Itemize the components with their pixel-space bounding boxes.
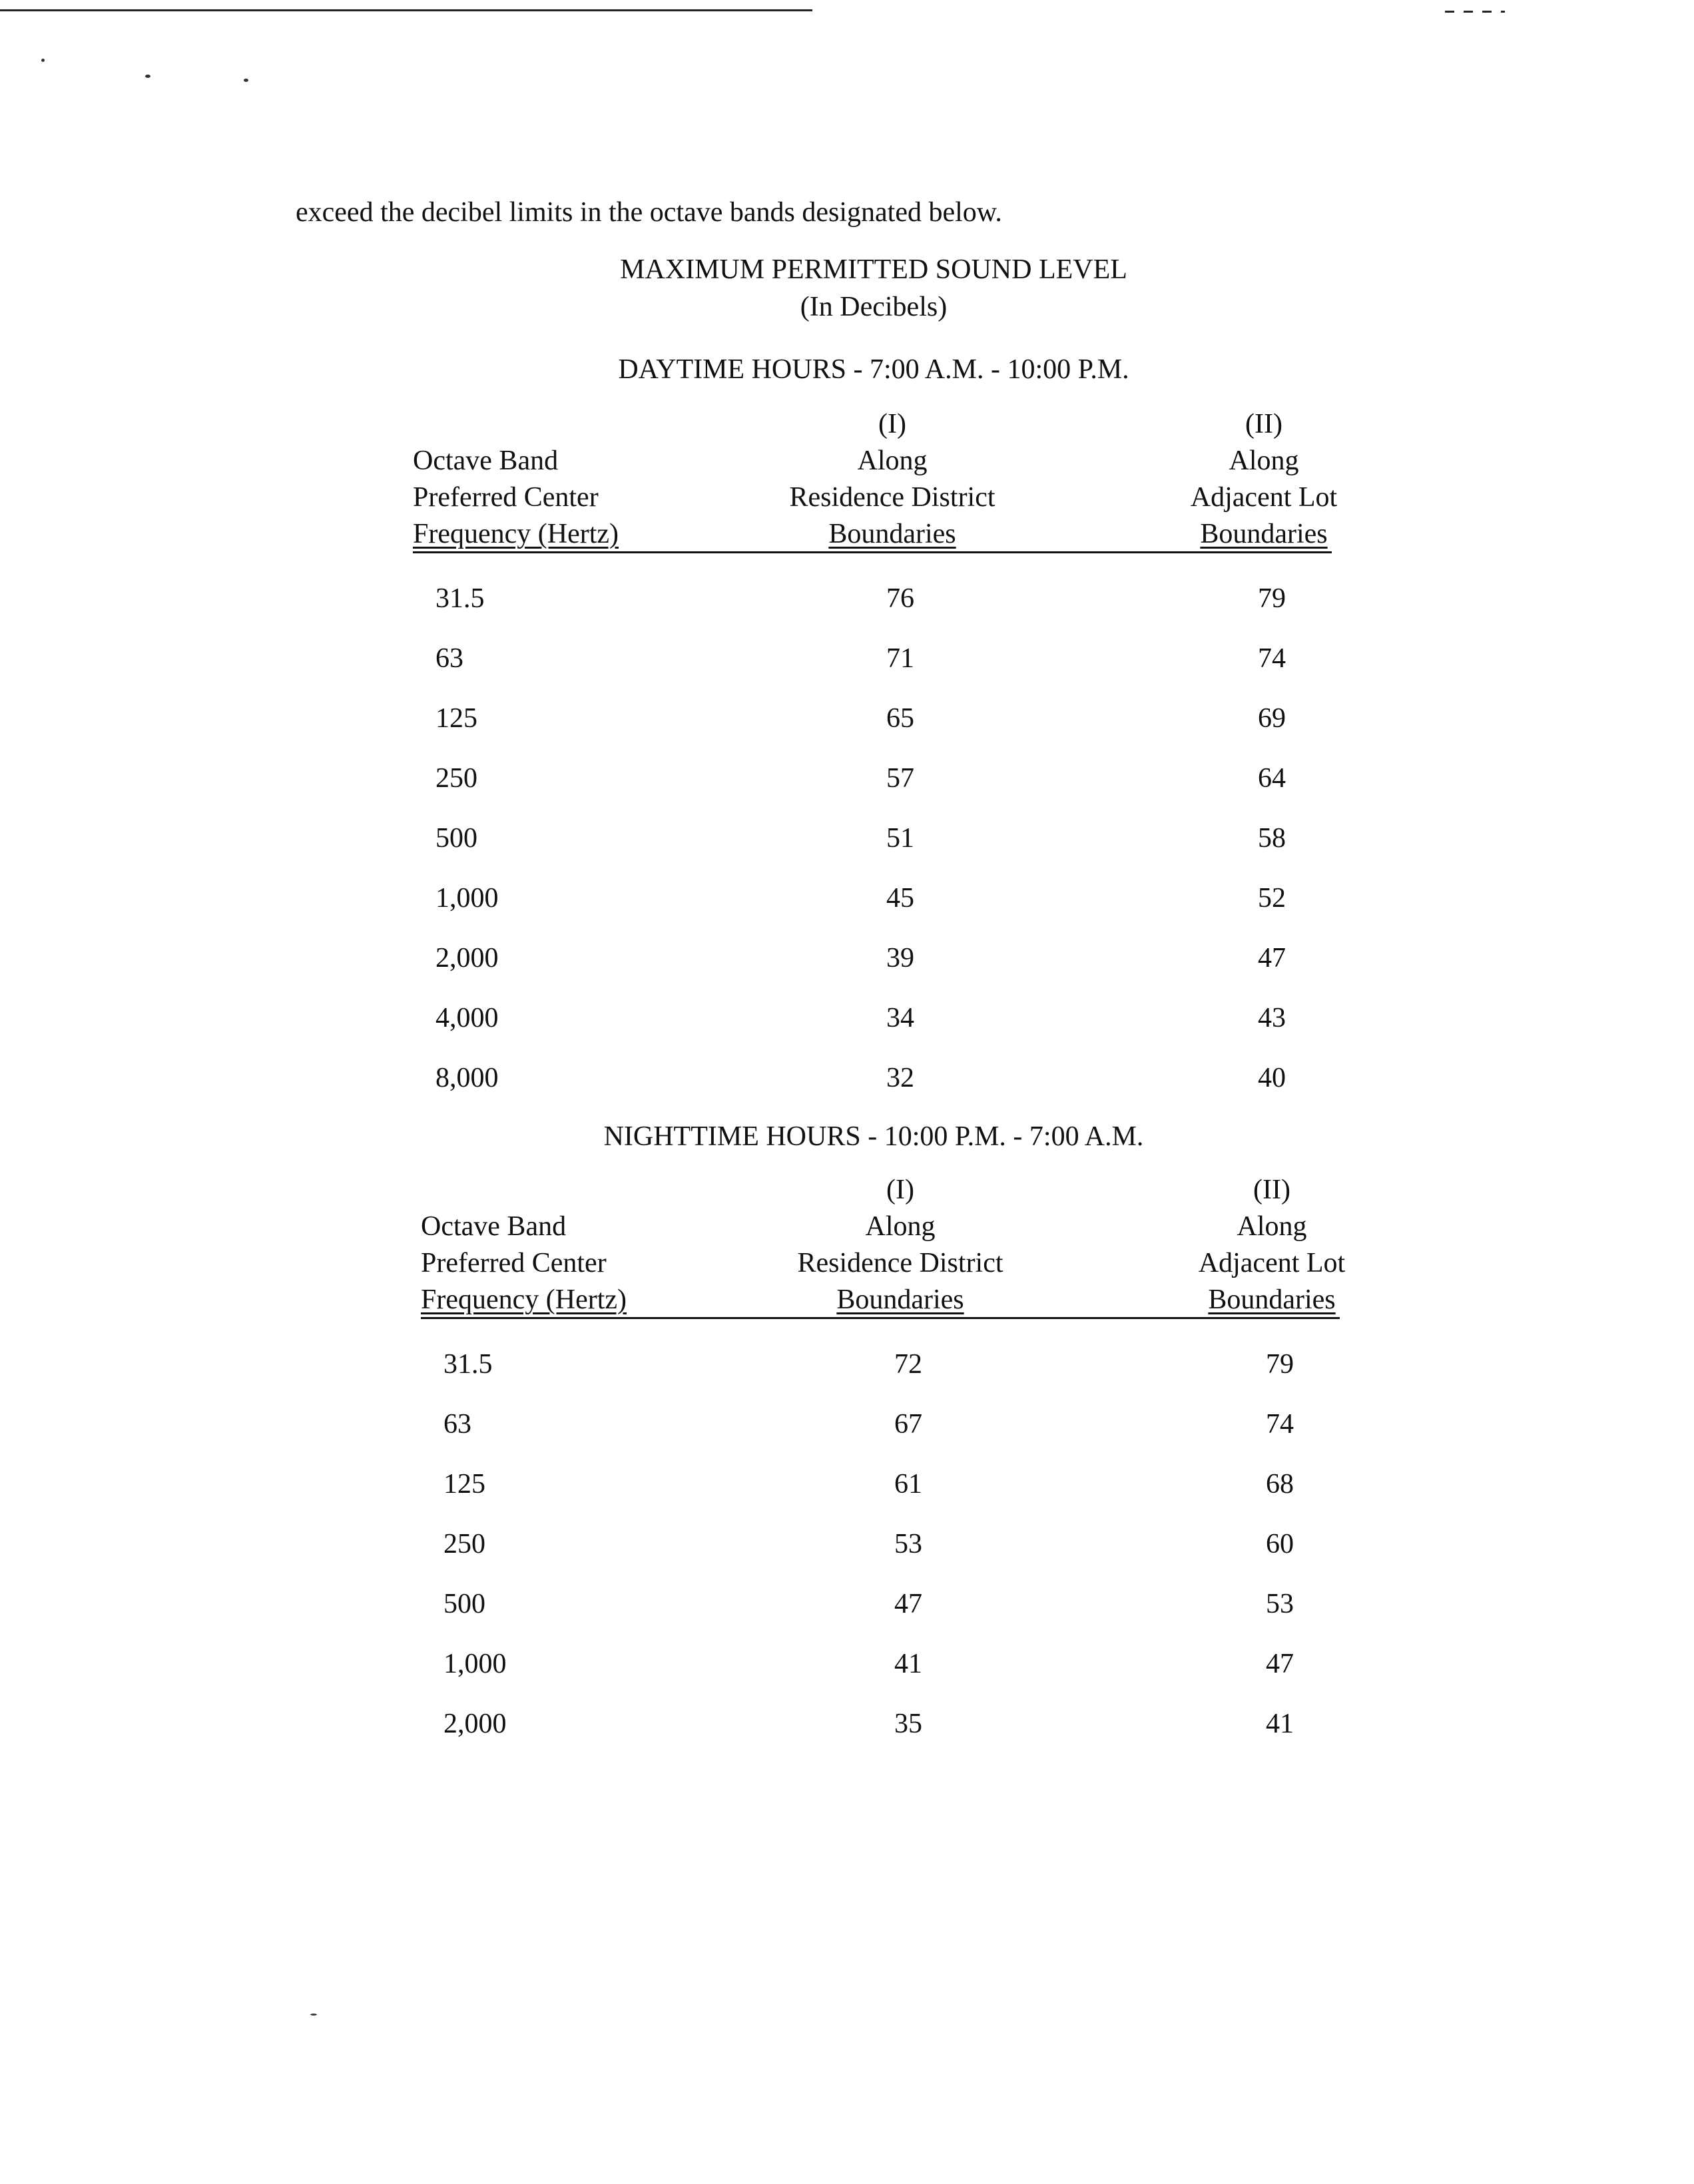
frequency-cell: 31.5 <box>443 1349 493 1380</box>
frequency-cell: 125 <box>443 1469 485 1500</box>
table-row <box>413 1004 1412 1044</box>
residence-district-cell: 67 <box>894 1409 922 1440</box>
residence-district-cell: 39 <box>886 943 914 973</box>
table-row <box>421 1590 1420 1630</box>
table-row <box>413 704 1412 744</box>
residence-district-cell: 41 <box>894 1649 922 1679</box>
scan-speck <box>145 75 150 78</box>
adjacent-lot-cell: 79 <box>1258 583 1286 614</box>
residence-district-cell: 32 <box>886 1063 914 1093</box>
residence-district-cell: 51 <box>886 823 914 854</box>
residence-district-cell: 71 <box>886 643 914 674</box>
scan-speck <box>244 79 248 82</box>
adjacent-lot-cell: 58 <box>1258 823 1286 854</box>
frequency-cell: 63 <box>443 1409 471 1440</box>
residence-district-cell: 34 <box>886 1003 914 1033</box>
adjacent-lot-cell: 68 <box>1266 1469 1294 1500</box>
table-row <box>421 1470 1420 1510</box>
frequency-cell: 63 <box>435 643 463 674</box>
intro-text: exceed the decibel limits in the octave bands designated below. <box>296 197 1002 228</box>
frequency-cell: 500 <box>443 1589 485 1619</box>
frequency-cell: 250 <box>443 1529 485 1559</box>
frequency-cell: 500 <box>435 823 477 854</box>
adjacent-lot-cell: 41 <box>1266 1709 1294 1739</box>
adjacent-lot-cell: 74 <box>1266 1409 1294 1440</box>
table-row <box>413 944 1412 984</box>
table-row <box>413 645 1412 684</box>
frequency-cell: 125 <box>435 703 477 734</box>
adjacent-lot-cell: 52 <box>1258 883 1286 914</box>
residence-district-cell: 65 <box>886 703 914 734</box>
residence-district-cell: 53 <box>894 1529 922 1559</box>
nighttime-col-frequency-header: Octave Band Preferred Center Frequency (Hertz) <box>421 1211 627 1315</box>
frequency-cell: 31.5 <box>435 583 485 614</box>
table-row <box>421 1530 1420 1570</box>
table-row <box>413 585 1412 625</box>
adjacent-lot-cell: 47 <box>1266 1649 1294 1679</box>
scan-speck <box>41 59 45 62</box>
scan-artifact-dashes <box>1445 11 1505 13</box>
adjacent-lot-cell: 53 <box>1266 1589 1294 1619</box>
residence-district-cell: 61 <box>894 1469 922 1500</box>
residence-district-cell: 57 <box>886 763 914 794</box>
table-row <box>421 1650 1420 1690</box>
nighttime-col-adjacent-header: (II) Along Adjacent Lot Boundaries <box>1198 1175 1346 1315</box>
frequency-cell: 1,000 <box>435 883 499 914</box>
adjacent-lot-cell: 40 <box>1258 1063 1286 1093</box>
table-title: MAXIMUM PERMITTED SOUND LEVEL <box>620 254 1127 285</box>
nighttime-heading: NIGHTTIME HOURS - 10:00 P.M. - 7:00 A.M. <box>603 1121 1144 1152</box>
frequency-cell: 8,000 <box>435 1063 499 1093</box>
scan-artifact-line <box>0 9 812 11</box>
table-row <box>413 824 1412 864</box>
table-row <box>421 1410 1420 1450</box>
daytime-col-residence-header: (I) Along Residence District Boundaries <box>789 409 995 549</box>
daytime-col-adjacent-header: (II) Along Adjacent Lot Boundaries <box>1190 409 1338 549</box>
table-subtitle: (In Decibels) <box>800 292 948 322</box>
scan-speck <box>310 2014 317 2016</box>
adjacent-lot-cell: 43 <box>1258 1003 1286 1033</box>
table-row <box>413 1064 1412 1104</box>
nighttime-col-residence-header: (I) Along Residence District Boundaries <box>797 1175 1003 1315</box>
adjacent-lot-cell: 74 <box>1258 643 1286 674</box>
daytime-col-frequency-header: Octave Band Preferred Center Frequency (Hertz) <box>413 445 619 549</box>
residence-district-cell: 35 <box>894 1709 922 1739</box>
table-row <box>421 1350 1420 1390</box>
residence-district-cell: 72 <box>894 1349 922 1380</box>
frequency-cell: 2,000 <box>435 943 499 973</box>
adjacent-lot-cell: 64 <box>1258 763 1286 794</box>
table-row <box>413 884 1412 924</box>
frequency-cell: 1,000 <box>443 1649 507 1679</box>
frequency-cell: 2,000 <box>443 1709 507 1739</box>
adjacent-lot-cell: 79 <box>1266 1349 1294 1380</box>
residence-district-cell: 76 <box>886 583 914 614</box>
residence-district-cell: 45 <box>886 883 914 914</box>
nighttime-header-rule <box>421 1317 1340 1319</box>
adjacent-lot-cell: 47 <box>1258 943 1286 973</box>
frequency-cell: 4,000 <box>435 1003 499 1033</box>
frequency-cell: 250 <box>435 763 477 794</box>
table-row <box>413 764 1412 804</box>
residence-district-cell: 47 <box>894 1589 922 1619</box>
daytime-header-rule <box>413 551 1332 553</box>
adjacent-lot-cell: 60 <box>1266 1529 1294 1559</box>
daytime-heading: DAYTIME HOURS - 7:00 A.M. - 10:00 P.M. <box>618 354 1129 385</box>
adjacent-lot-cell: 69 <box>1258 703 1286 734</box>
table-row <box>421 1710 1420 1750</box>
